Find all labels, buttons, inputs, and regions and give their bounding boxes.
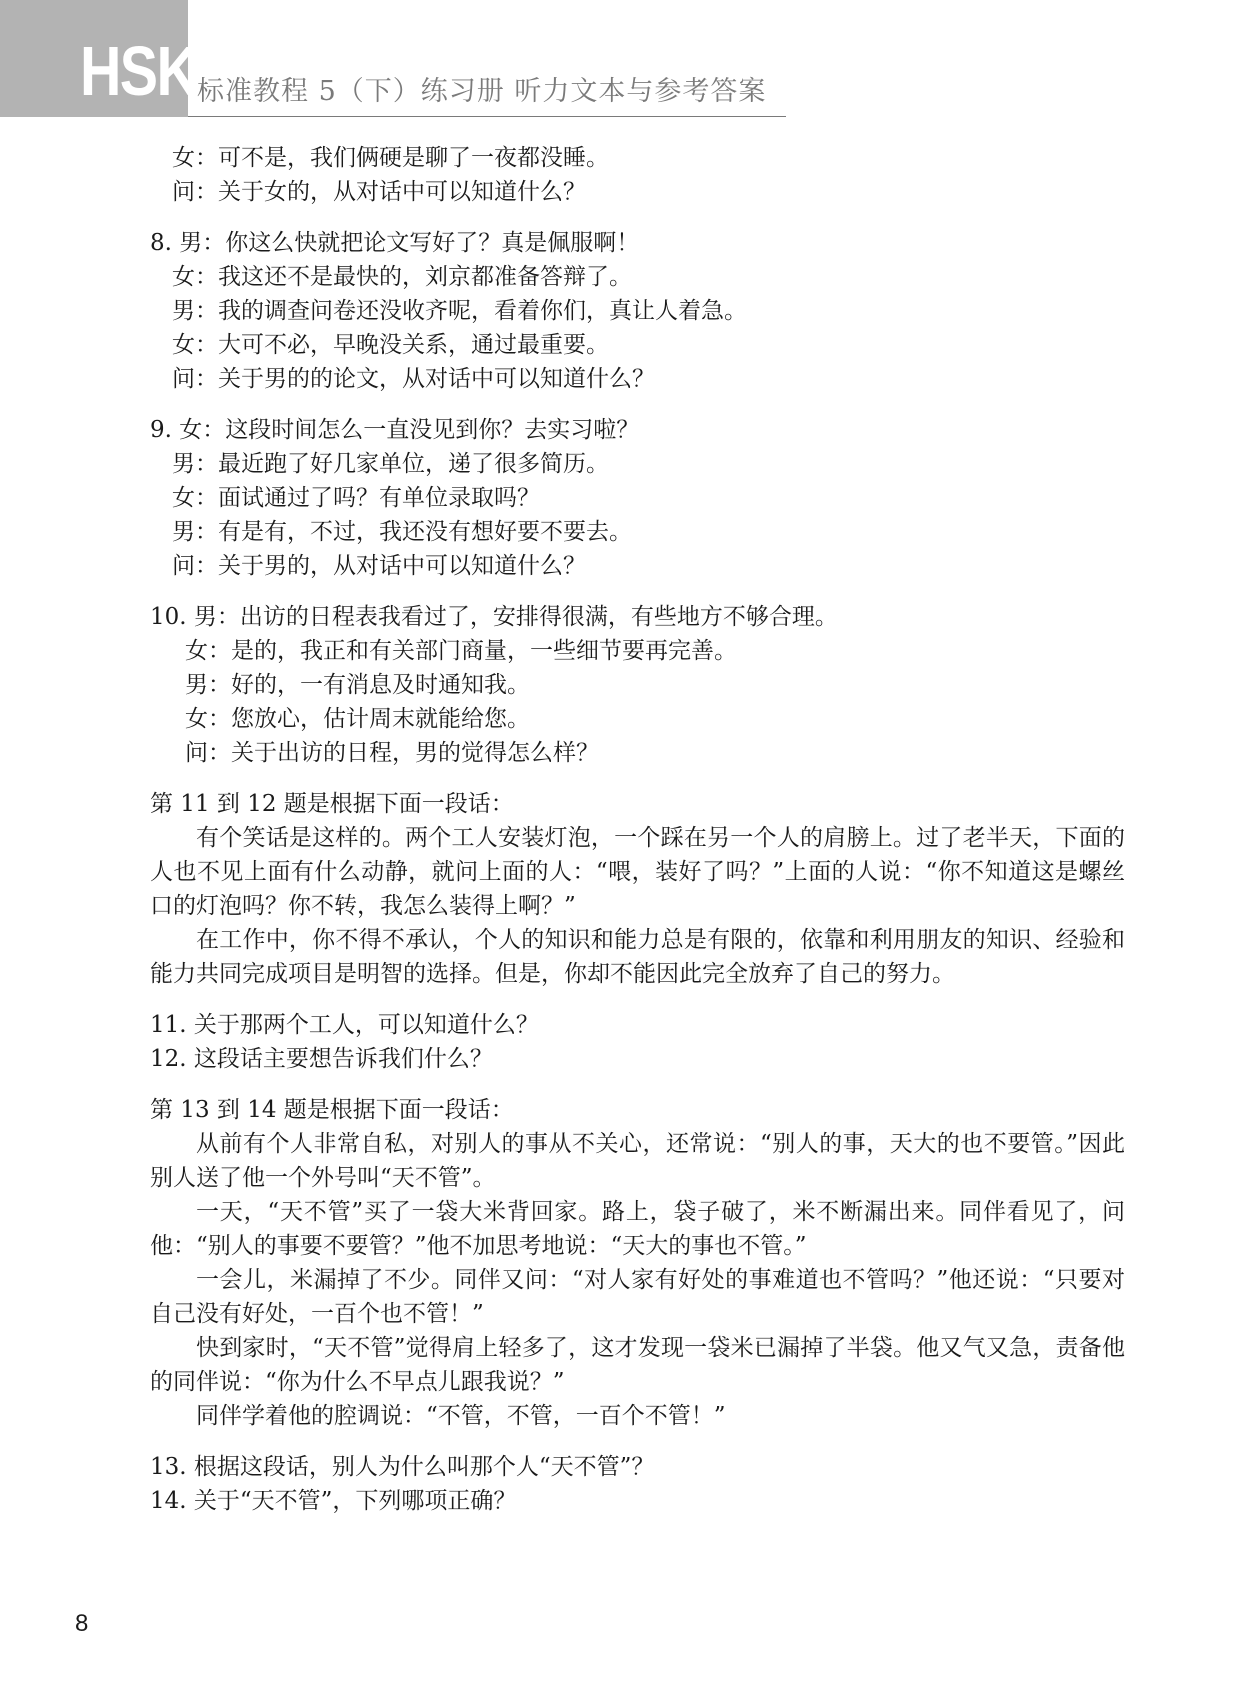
q9-dialogue (150, 413, 1125, 583)
dialogue-line: 女：我这还不是最快的，刘京都准备答辩了。 (172, 264, 632, 290)
header-rule (188, 116, 786, 117)
dialogue-line: 男：有是有，不过，我还没有想好要不要去。 (172, 519, 632, 545)
dialogue-line: 女：大可不必，早晚没关系，通过最重要。 (172, 332, 609, 358)
question-line: 问：关于女的，从对话中可以知道什么？ (172, 179, 586, 205)
question-item: 14. 关于“天不管”，下列哪项正确？ (150, 1488, 517, 1514)
dialogue-line: 女：您放心，估计周末就能给您。 (185, 706, 530, 732)
dialogue-line: 10. 男：出访的日程表我看过了，安排得很满，有些地方不够合理。 (150, 604, 838, 630)
dialogue-line: 9. 女：这段时间怎么一直没见到你？去实习啦？ (150, 417, 640, 443)
passage-intro: 第 11 到 12 题是根据下面一段话： (150, 791, 514, 817)
dialogue-line: 8. 男：你这么快就把论文写好了？真是佩服啊！ (150, 230, 640, 256)
questions-13-14 (150, 1450, 1125, 1518)
passage-11-12 (150, 787, 1125, 991)
passage-13-14 (150, 1093, 1125, 1433)
passage-paragraph: 从前有个人非常自私，对别人的事从不关心，还常说：“别人的事，天大的也不要管。”因此别人送了他一个外号叫“天不管”。 (150, 1131, 1125, 1191)
passage-paragraph: 有个笑话是这样的。两个工人安装灯泡，一个踩在另一个人的肩膀上。过了老半天，下面的人也不见上面有什么动静，就问上面的人：“喂，装好了吗？”上面的人说：“你不知道这是螺丝口的灯泡吗？你不转，我怎么装得上啊？” (150, 825, 1125, 919)
page-content (150, 141, 1125, 1535)
passage-paragraph: 在工作中，你不得不承认，个人的知识和能力总是有限的，依靠和利用朋友的知识、经验和能力共同完成项目是明智的选择。但是，你却不能因此完全放弃了自己的努力。 (150, 927, 1125, 987)
passage-paragraph: 快到家时，“天不管”觉得肩上轻多了，这才发现一袋米已漏掉了半袋。他又气又急，责备他的同伴说：“你为什么不早点儿跟我说？” (150, 1335, 1125, 1395)
dialogue-line: 女：可不是，我们俩硬是聊了一夜都没睡。 (172, 145, 609, 171)
passage-intro: 第 13 到 14 题是根据下面一段话： (150, 1097, 514, 1123)
question-item: 12. 这段话主要想告诉我们什么？ (150, 1046, 493, 1072)
question-line: 问：关于男的的论文，从对话中可以知道什么？ (172, 366, 655, 392)
q8-dialogue (150, 226, 1125, 396)
header-title: 标准教程 5（下）练习册 听力文本与参考答案 (197, 76, 767, 107)
header-gray-block (0, 0, 197, 117)
dialogue-line: 男：我的调查问卷还没收齐呢，看着你们，真让人着急。 (172, 298, 747, 324)
dialogue-line: 男：好的，一有消息及时通知我。 (185, 672, 530, 698)
passage-paragraph: 一会儿，米漏掉了不少。同伴又问：“对人家有好处的事难道也不管吗？”他还说：“只要对自己没有好处，一百个也不管！” (150, 1267, 1125, 1327)
hsk-logo: HSK (80, 32, 197, 110)
dialogue-line: 女：是的，我正和有关部门商量，一些细节要再完善。 (185, 638, 737, 664)
question-item: 13. 根据这段话，别人为什么叫那个人“天不管”？ (150, 1454, 655, 1480)
q7-tail (150, 141, 1125, 209)
q10-dialogue (150, 600, 1125, 770)
question-line: 问：关于男的，从对话中可以知道什么？ (172, 553, 586, 579)
question-line: 问：关于出访的日程，男的觉得怎么样？ (185, 740, 599, 766)
page-number: 8 (75, 1610, 89, 1637)
questions-11-12 (150, 1008, 1125, 1076)
dialogue-line: 女：面试通过了吗？有单位录取吗？ (172, 485, 540, 511)
passage-paragraph: 一天，“天不管”买了一袋大米背回家。路上，袋子破了，米不断漏出来。同伴看见了，问他：“别人的事要不要管？”他不加思考地说：“天大的事也不管。” (150, 1199, 1125, 1259)
question-item: 11. 关于那两个工人，可以知道什么？ (150, 1012, 539, 1038)
dialogue-line: 男：最近跑了好几家单位，递了很多简历。 (172, 451, 609, 477)
passage-paragraph: 同伴学着他的腔调说：“不管，不管，一百个不管！” (196, 1403, 726, 1429)
